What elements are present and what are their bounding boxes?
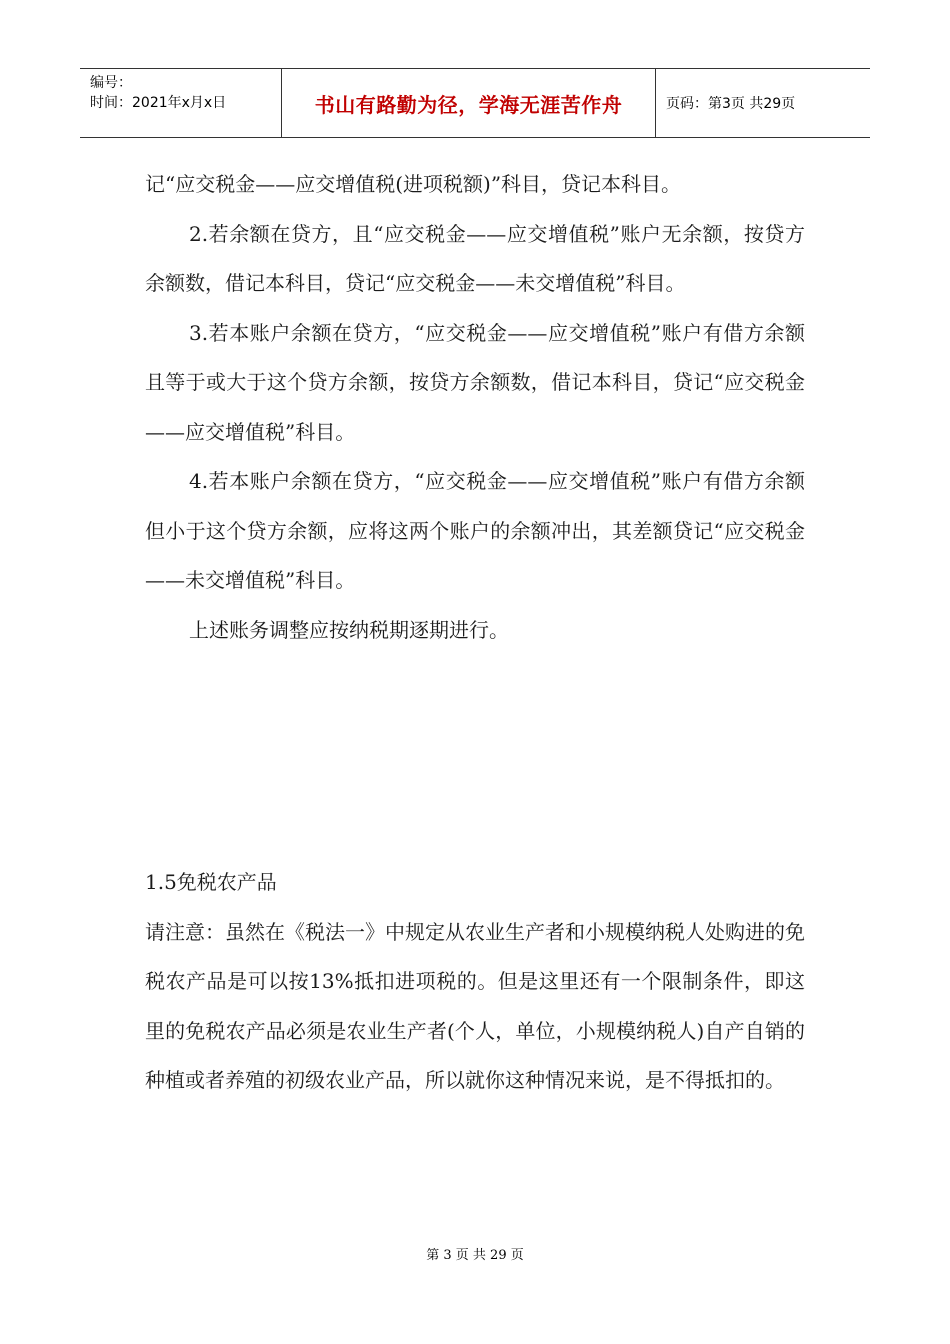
page-header: [80, 68, 870, 138]
paragraph-summary: 上述账务调整应按纳税期逐期进行。: [189, 617, 509, 642]
page-footer: 第 3 页 共 29 页: [426, 1248, 524, 1263]
section-text: 请注意：虽然在《税法一》中规定从农业生产者和小规模纳税人处购进的免税农产品是可以按13%抵扣进项税的。但是这里还有一个限制条件，即这里的免税农产品必须是农业生产者(个人，单位，小规模纳税人)自产自销的种植或者养殖的初级农业产品，所以就你这种情况来说，是不得抵扣的。: [145, 919, 805, 1092]
paragraph-item-3: 3.若本账户余额在贷方，“应交税金——应交增值税”账户有借方余额且等于或大于这个贷方余额，按贷方余额数，借记本科目，贷记“应交税金——应交增值税”科目。: [145, 320, 805, 444]
paragraph-item-2: 2.若余额在贷方，且“应交税金——应交增值税”账户无余额，按贷方余额数，借记本科目，贷记“应交税金——未交增值税”科目。: [145, 221, 805, 295]
section-title: 1.5免税农产品: [145, 870, 277, 894]
main-content: [145, 160, 805, 655]
document-date: 时间：2021年x月x日: [90, 95, 227, 111]
document-code-label: 编号：: [90, 75, 132, 91]
section-tax-exempt-products: [145, 858, 805, 1106]
paragraph-item-4: 4.若本账户余额在贷方，“应交税金——应交增值税”账户有借方余额但小于这个贷方余额，应将这两个账户的余额冲出，其差额贷记“应交税金——未交增值税”科目。: [145, 469, 805, 592]
header-meta: [80, 69, 282, 137]
header-motto: 书山有路勤为径，学海无涯苦作舟: [282, 69, 656, 137]
paragraph-continuation: 记“应交税金——应交增值税(进项税额)”科目，贷记本科目。: [145, 172, 682, 196]
header-page-info: 页码：第3页 共29页: [666, 96, 796, 112]
